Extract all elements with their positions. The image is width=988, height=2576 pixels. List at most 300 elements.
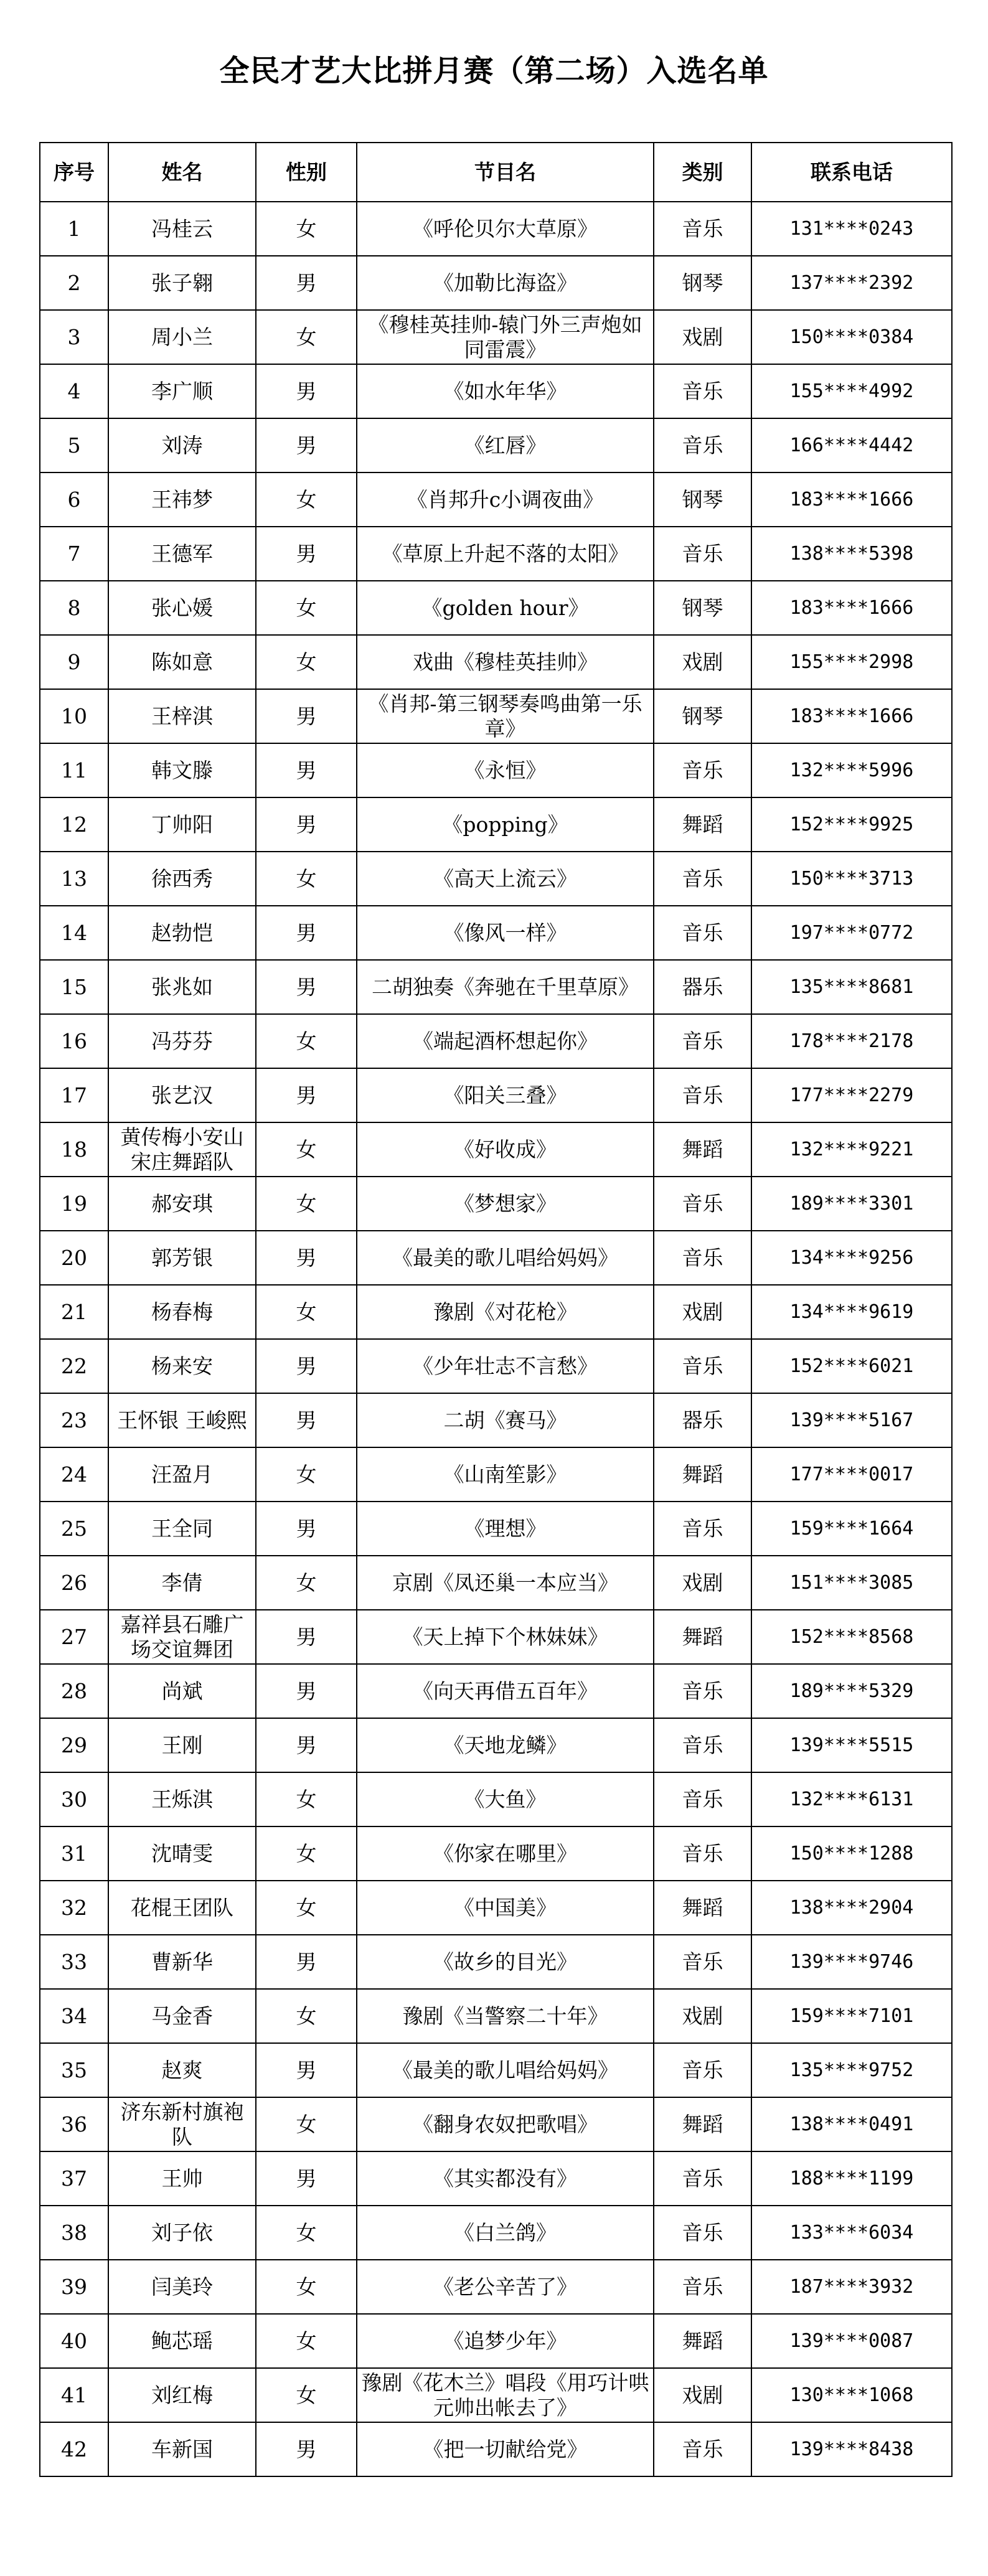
row-number: 28 [40, 1664, 108, 1718]
row-number: 8 [40, 581, 108, 635]
gender: 女 [256, 310, 357, 364]
program-name: 《肖邦升c小调夜曲》 [357, 472, 654, 527]
program-name: 《草原上升起不落的太阳》 [357, 527, 654, 581]
phone: 130****1068 [751, 2368, 952, 2422]
program-name: 《好收成》 [357, 1122, 654, 1177]
participant-name: 李广顺 [108, 364, 256, 418]
gender: 女 [256, 581, 357, 635]
table-row [40, 2097, 952, 2151]
phone: 134****9256 [751, 1231, 952, 1285]
participant-name: 花棍王团队 [108, 1881, 256, 1935]
participant-name: 冯桂云 [108, 202, 256, 256]
gender: 男 [256, 2151, 357, 2206]
phone: 178****2178 [751, 1014, 952, 1068]
program-name: 《把一切献给党》 [357, 2422, 654, 2476]
table-row [40, 689, 952, 743]
program-name: 《最美的歌儿唱给妈妈》 [357, 2043, 654, 2097]
header-phone: 联系电话 [751, 143, 952, 202]
row-number: 32 [40, 1881, 108, 1935]
gender: 男 [256, 689, 357, 743]
program-name: 豫剧《当警察二十年》 [357, 1989, 654, 2043]
row-number: 6 [40, 472, 108, 527]
category: 音乐 [654, 2043, 751, 2097]
table-row [40, 364, 952, 418]
category: 音乐 [654, 1718, 751, 1772]
row-number: 4 [40, 364, 108, 418]
gender: 男 [256, 1935, 357, 1989]
gender: 男 [256, 2422, 357, 2476]
phone: 132****5996 [751, 743, 952, 797]
participant-name: 赵勃恺 [108, 906, 256, 960]
table-row [40, 1935, 952, 1989]
program-name: 《红唇》 [357, 418, 654, 472]
gender: 男 [256, 256, 357, 310]
table-row [40, 2368, 952, 2422]
row-number: 3 [40, 310, 108, 364]
row-number: 14 [40, 906, 108, 960]
category: 音乐 [654, 1664, 751, 1718]
program-name: 《天上掉下个林妹妹》 [357, 1610, 654, 1664]
program-name: 《永恒》 [357, 743, 654, 797]
program-name: 《理想》 [357, 1502, 654, 1556]
category: 音乐 [654, 1231, 751, 1285]
phone: 138****2904 [751, 1881, 952, 1935]
category: 戏剧 [654, 635, 751, 689]
category: 舞蹈 [654, 797, 751, 852]
phone: 159****7101 [751, 1989, 952, 2043]
table-row [40, 527, 952, 581]
table-row [40, 1718, 952, 1772]
row-number: 17 [40, 1068, 108, 1122]
row-number: 11 [40, 743, 108, 797]
category: 音乐 [654, 852, 751, 906]
category: 音乐 [654, 743, 751, 797]
gender: 女 [256, 1285, 357, 1339]
gender: 男 [256, 743, 357, 797]
header-name: 姓名 [108, 143, 256, 202]
table-row [40, 960, 952, 1014]
phone: 188****1199 [751, 2151, 952, 2206]
row-number: 34 [40, 1989, 108, 2043]
category: 钢琴 [654, 472, 751, 527]
phone: 139****8438 [751, 2422, 952, 2476]
gender: 女 [256, 1447, 357, 1502]
participant-name: 周小兰 [108, 310, 256, 364]
program-name: 《如水年华》 [357, 364, 654, 418]
phone: 183****1666 [751, 581, 952, 635]
participant-name: 王德军 [108, 527, 256, 581]
phone: 139****5167 [751, 1393, 952, 1447]
program-name: 《大鱼》 [357, 1772, 654, 1826]
participant-name: 嘉祥县石雕广场交谊舞团 [108, 1610, 256, 1664]
program-name: 二胡《赛马》 [357, 1393, 654, 1447]
header-number: 序号 [40, 143, 108, 202]
phone: 155****4992 [751, 364, 952, 418]
phone: 139****0087 [751, 2314, 952, 2368]
row-number: 37 [40, 2151, 108, 2206]
gender: 女 [256, 2097, 357, 2151]
participant-name: 刘涛 [108, 418, 256, 472]
row-number: 16 [40, 1014, 108, 1068]
phone: 189****5329 [751, 1664, 952, 1718]
participant-name: 徐西秀 [108, 852, 256, 906]
gender: 男 [256, 364, 357, 418]
gender: 男 [256, 527, 357, 581]
category: 戏剧 [654, 2368, 751, 2422]
program-name: 二胡独奏《奔驰在千里草原》 [357, 960, 654, 1014]
program-name: 《呼伦贝尔大草原》 [357, 202, 654, 256]
table-row [40, 1826, 952, 1881]
program-name: 《其实都没有》 [357, 2151, 654, 2206]
category: 舞蹈 [654, 1447, 751, 1502]
row-number: 20 [40, 1231, 108, 1285]
phone: 134****9619 [751, 1285, 952, 1339]
table-row [40, 2422, 952, 2476]
program-name: 《天地龙鳞》 [357, 1718, 654, 1772]
table-row [40, 1447, 952, 1502]
participant-name: 汪盈月 [108, 1447, 256, 1502]
row-number: 35 [40, 2043, 108, 2097]
participant-name: 冯芬芬 [108, 1014, 256, 1068]
program-name: 《梦想家》 [357, 1177, 654, 1231]
category: 戏剧 [654, 1285, 751, 1339]
table-row [40, 1122, 952, 1177]
gender: 女 [256, 1989, 357, 2043]
participant-name: 王帅 [108, 2151, 256, 2206]
participant-name: 丁帅阳 [108, 797, 256, 852]
category: 音乐 [654, 1014, 751, 1068]
phone: 197****0772 [751, 906, 952, 960]
gender: 女 [256, 1014, 357, 1068]
gender: 女 [256, 1881, 357, 1935]
category: 音乐 [654, 364, 751, 418]
phone: 133****6034 [751, 2206, 952, 2260]
gender: 女 [256, 635, 357, 689]
phone: 138****5398 [751, 527, 952, 581]
table-row [40, 1772, 952, 1826]
table-header-row [40, 143, 952, 202]
phone: 177****0017 [751, 1447, 952, 1502]
participant-name: 杨来安 [108, 1339, 256, 1393]
program-name: 《高天上流云》 [357, 852, 654, 906]
category: 舞蹈 [654, 1881, 751, 1935]
category: 音乐 [654, 1502, 751, 1556]
gender: 女 [256, 2314, 357, 2368]
gender: 男 [256, 906, 357, 960]
gender: 男 [256, 1393, 357, 1447]
category: 舞蹈 [654, 1610, 751, 1664]
table-body [40, 202, 952, 2476]
program-name: 《golden hour》 [357, 581, 654, 635]
gender: 女 [256, 1177, 357, 1231]
gender: 男 [256, 1231, 357, 1285]
row-number: 41 [40, 2368, 108, 2422]
program-name: 《阳关三叠》 [357, 1068, 654, 1122]
category: 音乐 [654, 1177, 751, 1231]
table-row [40, 202, 952, 256]
table-row [40, 852, 952, 906]
program-name: 《最美的歌儿唱给妈妈》 [357, 1231, 654, 1285]
phone: 152****9925 [751, 797, 952, 852]
gender: 男 [256, 1502, 357, 1556]
gender: 女 [256, 2368, 357, 2422]
row-number: 9 [40, 635, 108, 689]
row-number: 18 [40, 1122, 108, 1177]
selection-list-table [39, 142, 953, 2477]
program-name: 《端起酒杯想起你》 [357, 1014, 654, 1068]
phone: 132****6131 [751, 1772, 952, 1826]
table-row [40, 1068, 952, 1122]
table-row [40, 2314, 952, 2368]
row-number: 24 [40, 1447, 108, 1502]
table-row [40, 1285, 952, 1339]
gender: 男 [256, 1339, 357, 1393]
program-name: 豫剧《对花枪》 [357, 1285, 654, 1339]
category: 音乐 [654, 2422, 751, 2476]
category: 音乐 [654, 906, 751, 960]
program-name: 《像风一样》 [357, 906, 654, 960]
participant-name: 济东新村旗袍队 [108, 2097, 256, 2151]
program-name: 《翻身农奴把歌唱》 [357, 2097, 654, 2151]
category: 戏剧 [654, 1556, 751, 1610]
row-number: 33 [40, 1935, 108, 1989]
participant-name: 郭芳银 [108, 1231, 256, 1285]
phone: 150****3713 [751, 852, 952, 906]
participant-name: 王怀银 王峻熙 [108, 1393, 256, 1447]
table-row [40, 1231, 952, 1285]
participant-name: 鲍芯瑶 [108, 2314, 256, 2368]
category: 音乐 [654, 1935, 751, 1989]
row-number: 42 [40, 2422, 108, 2476]
table-row [40, 310, 952, 364]
gender: 男 [256, 418, 357, 472]
gender: 女 [256, 1772, 357, 1826]
row-number: 36 [40, 2097, 108, 2151]
phone: 159****1664 [751, 1502, 952, 1556]
table-row [40, 743, 952, 797]
participant-name: 张艺汉 [108, 1068, 256, 1122]
category: 音乐 [654, 1068, 751, 1122]
program-name: 豫剧《花木兰》唱段《用巧计哄元帅出帐去了》 [357, 2368, 654, 2422]
participant-name: 王祎梦 [108, 472, 256, 527]
phone: 139****5515 [751, 1718, 952, 1772]
gender: 男 [256, 1610, 357, 1664]
phone: 166****4442 [751, 418, 952, 472]
page-title: 全民才艺大比拼月赛（第二场）入选名单 [219, 54, 769, 88]
participant-name: 赵爽 [108, 2043, 256, 2097]
row-number: 5 [40, 418, 108, 472]
row-number: 19 [40, 1177, 108, 1231]
gender: 女 [256, 852, 357, 906]
phone: 138****0491 [751, 2097, 952, 2151]
program-name: 《少年壮志不言愁》 [357, 1339, 654, 1393]
category: 钢琴 [654, 256, 751, 310]
participant-name: 刘红梅 [108, 2368, 256, 2422]
category: 音乐 [654, 418, 751, 472]
table-row [40, 2043, 952, 2097]
phone: 137****2392 [751, 256, 952, 310]
participant-name: 黄传梅小安山宋庄舞蹈队 [108, 1122, 256, 1177]
program-name: 《穆桂英挂帅-辕门外三声炮如同雷震》 [357, 310, 654, 364]
table-row [40, 906, 952, 960]
phone: 139****9746 [751, 1935, 952, 1989]
phone: 177****2279 [751, 1068, 952, 1122]
participant-name: 车新国 [108, 2422, 256, 2476]
gender: 女 [256, 1556, 357, 1610]
category: 音乐 [654, 527, 751, 581]
header-gender: 性别 [256, 143, 357, 202]
program-name: 《向天再借五百年》 [357, 1664, 654, 1718]
row-number: 7 [40, 527, 108, 581]
phone: 135****9752 [751, 2043, 952, 2097]
category: 音乐 [654, 1826, 751, 1881]
program-name: 《popping》 [357, 797, 654, 852]
table-row [40, 2206, 952, 2260]
program-name: 《山南笙影》 [357, 1447, 654, 1502]
row-number: 30 [40, 1772, 108, 1826]
table-row [40, 418, 952, 472]
table-row [40, 1556, 952, 1610]
participant-name: 陈如意 [108, 635, 256, 689]
category: 舞蹈 [654, 2314, 751, 2368]
category: 音乐 [654, 202, 751, 256]
gender: 女 [256, 2260, 357, 2314]
phone: 151****3085 [751, 1556, 952, 1610]
participant-name: 张心媛 [108, 581, 256, 635]
participant-name: 杨春梅 [108, 1285, 256, 1339]
gender: 男 [256, 2043, 357, 2097]
table-row [40, 1664, 952, 1718]
program-name: 《你家在哪里》 [357, 1826, 654, 1881]
category: 音乐 [654, 2260, 751, 2314]
gender: 男 [256, 797, 357, 852]
program-name: 《肖邦-第三钢琴奏鸣曲第一乐章》 [357, 689, 654, 743]
table-row [40, 2151, 952, 2206]
phone: 189****3301 [751, 1177, 952, 1231]
gender: 男 [256, 1068, 357, 1122]
table-row [40, 1014, 952, 1068]
row-number: 31 [40, 1826, 108, 1881]
row-number: 25 [40, 1502, 108, 1556]
participant-name: 刘子依 [108, 2206, 256, 2260]
table-row [40, 1881, 952, 1935]
participant-name: 沈晴雯 [108, 1826, 256, 1881]
program-name: 《中国美》 [357, 1881, 654, 1935]
table-row [40, 256, 952, 310]
category: 戏剧 [654, 310, 751, 364]
participant-name: 尚斌 [108, 1664, 256, 1718]
category: 器乐 [654, 1393, 751, 1447]
phone: 152****6021 [751, 1339, 952, 1393]
header-category: 类别 [654, 143, 751, 202]
gender: 女 [256, 472, 357, 527]
phone: 131****0243 [751, 202, 952, 256]
header-program: 节目名 [357, 143, 654, 202]
row-number: 23 [40, 1393, 108, 1447]
phone: 135****8681 [751, 960, 952, 1014]
table-row [40, 635, 952, 689]
table-row [40, 1989, 952, 2043]
table-row [40, 1610, 952, 1664]
row-number: 27 [40, 1610, 108, 1664]
table-row [40, 1393, 952, 1447]
participant-name: 郝安琪 [108, 1177, 256, 1231]
gender: 女 [256, 1826, 357, 1881]
row-number: 26 [40, 1556, 108, 1610]
gender: 男 [256, 960, 357, 1014]
category: 舞蹈 [654, 1122, 751, 1177]
phone: 150****0384 [751, 310, 952, 364]
table-row [40, 581, 952, 635]
participant-name: 王刚 [108, 1718, 256, 1772]
participant-name: 曹新华 [108, 1935, 256, 1989]
gender: 女 [256, 202, 357, 256]
phone: 132****9221 [751, 1122, 952, 1177]
participant-name: 王烁淇 [108, 1772, 256, 1826]
category: 戏剧 [654, 1989, 751, 2043]
table-row [40, 472, 952, 527]
program-name: 戏曲《穆桂英挂帅》 [357, 635, 654, 689]
table-row [40, 1502, 952, 1556]
row-number: 2 [40, 256, 108, 310]
program-name: 《故乡的目光》 [357, 1935, 654, 1989]
table-row [40, 797, 952, 852]
gender: 男 [256, 1718, 357, 1772]
phone: 187****3932 [751, 2260, 952, 2314]
table-row [40, 1177, 952, 1231]
participant-name: 韩文滕 [108, 743, 256, 797]
program-name: 《老公辛苦了》 [357, 2260, 654, 2314]
gender: 女 [256, 1122, 357, 1177]
participant-name: 王梓淇 [108, 689, 256, 743]
phone: 183****1666 [751, 472, 952, 527]
participant-name: 张子翱 [108, 256, 256, 310]
program-name: 《追梦少年》 [357, 2314, 654, 2368]
row-number: 15 [40, 960, 108, 1014]
category: 钢琴 [654, 689, 751, 743]
category: 音乐 [654, 1772, 751, 1826]
table-row [40, 1339, 952, 1393]
participant-name: 张兆如 [108, 960, 256, 1014]
phone: 152****8568 [751, 1610, 952, 1664]
participant-name: 闫美玲 [108, 2260, 256, 2314]
row-number: 21 [40, 1285, 108, 1339]
row-number: 38 [40, 2206, 108, 2260]
gender: 女 [256, 2206, 357, 2260]
row-number: 22 [40, 1339, 108, 1393]
gender: 男 [256, 1664, 357, 1718]
row-number: 40 [40, 2314, 108, 2368]
category: 器乐 [654, 960, 751, 1014]
phone: 150****1288 [751, 1826, 952, 1881]
phone: 155****2998 [751, 635, 952, 689]
row-number: 10 [40, 689, 108, 743]
participant-name: 李倩 [108, 1556, 256, 1610]
program-name: 《白兰鸽》 [357, 2206, 654, 2260]
phone: 183****1666 [751, 689, 952, 743]
participant-name: 马金香 [108, 1989, 256, 2043]
row-number: 12 [40, 797, 108, 852]
program-name: 京剧《凤还巢一本应当》 [357, 1556, 654, 1610]
category: 音乐 [654, 2206, 751, 2260]
participant-name: 王全同 [108, 1502, 256, 1556]
category: 舞蹈 [654, 2097, 751, 2151]
category: 音乐 [654, 1339, 751, 1393]
row-number: 13 [40, 852, 108, 906]
table-row [40, 2260, 952, 2314]
row-number: 39 [40, 2260, 108, 2314]
row-number: 1 [40, 202, 108, 256]
